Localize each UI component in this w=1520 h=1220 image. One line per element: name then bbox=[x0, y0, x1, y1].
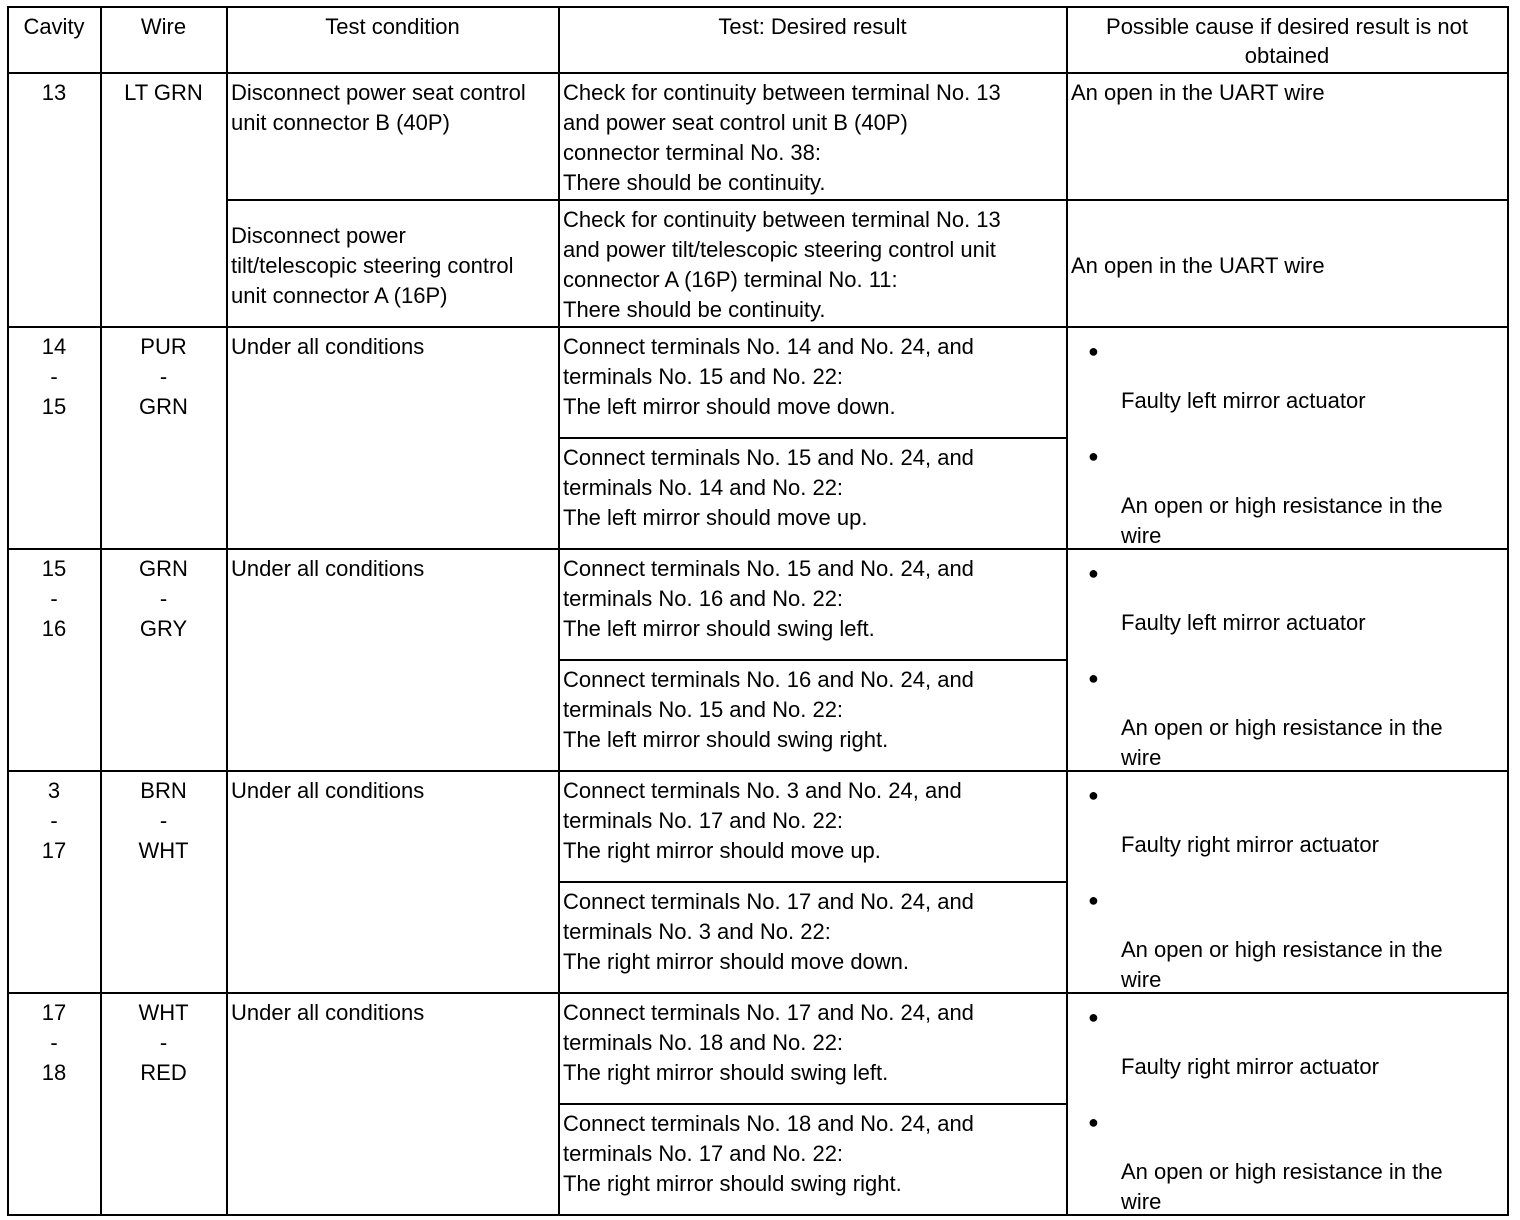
cavity-bottom: 15 bbox=[41, 394, 67, 419]
cause-item: Faulty left mirror actuator bbox=[1121, 610, 1366, 635]
cavity-bottom: 17 bbox=[41, 838, 67, 863]
possible-cause-cell bbox=[1067, 771, 1508, 993]
bullet-icon: ● bbox=[1088, 1007, 1099, 1027]
cause-item: An open or high resistance in the wire bbox=[1121, 715, 1443, 770]
test-condition-cell: Disconnect power tilt/telescopic steering control unit connector A (16P) bbox=[227, 200, 559, 327]
table-row bbox=[8, 73, 1508, 200]
cause-list bbox=[1068, 994, 1507, 1214]
bullet-icon: ● bbox=[1088, 446, 1099, 466]
desired-result-cell: Connect terminals No. 15 and No. 24, and terminals No. 16 and No. 22: The left mirror should swing left. bbox=[559, 549, 1067, 660]
wire-cell bbox=[101, 549, 227, 771]
header-test-condition: Test condition bbox=[227, 7, 559, 73]
bullet-icon: ● bbox=[1088, 785, 1099, 805]
bullet-icon: ● bbox=[1088, 563, 1099, 583]
cause-list bbox=[1068, 550, 1507, 770]
bullet-icon: ● bbox=[1088, 341, 1099, 361]
cavity-dash: - bbox=[50, 586, 58, 611]
diagnostic-table bbox=[7, 6, 1509, 1216]
possible-cause-cell bbox=[1067, 993, 1508, 1215]
test-condition-cell: Disconnect power seat control unit connector B (40P) bbox=[227, 73, 559, 200]
wire-dash: - bbox=[159, 364, 168, 389]
wire-dash: - bbox=[159, 586, 168, 611]
bullet-icon: ● bbox=[1088, 1112, 1099, 1132]
cause-list bbox=[1068, 772, 1507, 992]
wire-bottom: GRY bbox=[139, 616, 188, 641]
test-condition-cell: Under all conditions bbox=[227, 771, 559, 993]
possible-cause-cell bbox=[1067, 327, 1508, 549]
desired-result-cell: Connect terminals No. 18 and No. 24, and terminals No. 17 and No. 22: The right mirror should swing right. bbox=[559, 1104, 1067, 1215]
wire-bottom: RED bbox=[140, 1060, 187, 1085]
desired-result-cell: Connect terminals No. 17 and No. 24, and terminals No. 3 and No. 22: The right mirror should move down. bbox=[559, 882, 1067, 993]
wire-dash: - bbox=[159, 808, 168, 833]
desired-result-cell: Connect terminals No. 3 and No. 24, and terminals No. 17 and No. 22: The right mirror should move up. bbox=[559, 771, 1067, 882]
cavity-cell bbox=[8, 327, 101, 549]
cause-item: Faulty right mirror actuator bbox=[1121, 832, 1379, 857]
table-row bbox=[8, 549, 1508, 660]
wire-bottom: GRN bbox=[139, 394, 188, 419]
wire-top: GRN bbox=[139, 556, 188, 581]
wire-top: BRN bbox=[140, 778, 187, 803]
cause-item: An open or high resistance in the wire bbox=[1121, 493, 1443, 548]
wire-cell bbox=[101, 993, 227, 1215]
wire-cell bbox=[101, 771, 227, 993]
desired-result-cell: Check for continuity between terminal No. 13 and power seat control unit B (40P) connector terminal No. 38: There should be continuity. bbox=[559, 73, 1067, 200]
cause-item: An open or high resistance in the wire bbox=[1121, 937, 1443, 992]
table-row bbox=[8, 200, 1508, 327]
cause-item: An open or high resistance in the wire bbox=[1121, 1159, 1443, 1214]
cause-item: Faulty left mirror actuator bbox=[1121, 388, 1366, 413]
cavity-cell bbox=[8, 549, 101, 771]
test-condition-cell: Under all conditions bbox=[227, 327, 559, 549]
header-wire: Wire bbox=[101, 7, 227, 73]
cause-list bbox=[1068, 328, 1507, 548]
cavity-dash: - bbox=[50, 364, 58, 389]
wire-top: PUR bbox=[140, 334, 187, 359]
wire-cell: LT GRN bbox=[101, 73, 227, 327]
cavity-bottom: 18 bbox=[41, 1060, 67, 1085]
cavity-top: 14 bbox=[41, 334, 67, 359]
cavity-top: 3 bbox=[47, 778, 61, 803]
cavity-dash: - bbox=[50, 1030, 58, 1055]
table-row bbox=[8, 327, 1508, 438]
bullet-icon: ● bbox=[1088, 890, 1099, 910]
header-possible-cause: Possible cause if desired result is not obtained bbox=[1067, 7, 1508, 73]
desired-result-cell: Connect terminals No. 16 and No. 24, and terminals No. 15 and No. 22: The left mirror should swing right. bbox=[559, 660, 1067, 771]
possible-cause-cell bbox=[1067, 549, 1508, 771]
possible-cause-cell: An open in the UART wire bbox=[1067, 73, 1508, 200]
table-row bbox=[8, 993, 1508, 1104]
header-row bbox=[8, 7, 1508, 73]
cavity-bottom: 16 bbox=[41, 616, 67, 641]
header-desired-result: Test: Desired result bbox=[559, 7, 1067, 73]
desired-result-cell: Connect terminals No. 17 and No. 24, and terminals No. 18 and No. 22: The right mirror should swing left. bbox=[559, 993, 1067, 1104]
header-cavity: Cavity bbox=[8, 7, 101, 73]
desired-result-cell: Connect terminals No. 15 and No. 24, and terminals No. 14 and No. 22: The left mirror should move up. bbox=[559, 438, 1067, 549]
cavity-dash: - bbox=[50, 808, 58, 833]
cavity-cell bbox=[8, 771, 101, 993]
test-condition-cell: Under all conditions bbox=[227, 549, 559, 771]
wire-dash: - bbox=[159, 1030, 168, 1055]
table-row bbox=[8, 771, 1508, 882]
cavity-top: 15 bbox=[41, 556, 67, 581]
cavity-cell: 13 bbox=[8, 73, 101, 327]
bullet-icon: ● bbox=[1088, 668, 1099, 688]
test-condition-cell: Under all conditions bbox=[227, 993, 559, 1215]
wire-cell bbox=[101, 327, 227, 549]
desired-result-cell: Check for continuity between terminal No. 13 and power tilt/telescopic steering control unit connector A (16P) terminal No. 11: There should be continuity. bbox=[559, 200, 1067, 327]
desired-result-cell: Connect terminals No. 14 and No. 24, and terminals No. 15 and No. 22: The left mirror should move down. bbox=[559, 327, 1067, 438]
cavity-cell bbox=[8, 993, 101, 1215]
wire-bottom: WHT bbox=[138, 838, 189, 863]
wire-top: WHT bbox=[138, 1000, 189, 1025]
cause-item: Faulty right mirror actuator bbox=[1121, 1054, 1379, 1079]
cavity-top: 17 bbox=[41, 1000, 67, 1025]
possible-cause-cell: An open in the UART wire bbox=[1067, 200, 1508, 327]
